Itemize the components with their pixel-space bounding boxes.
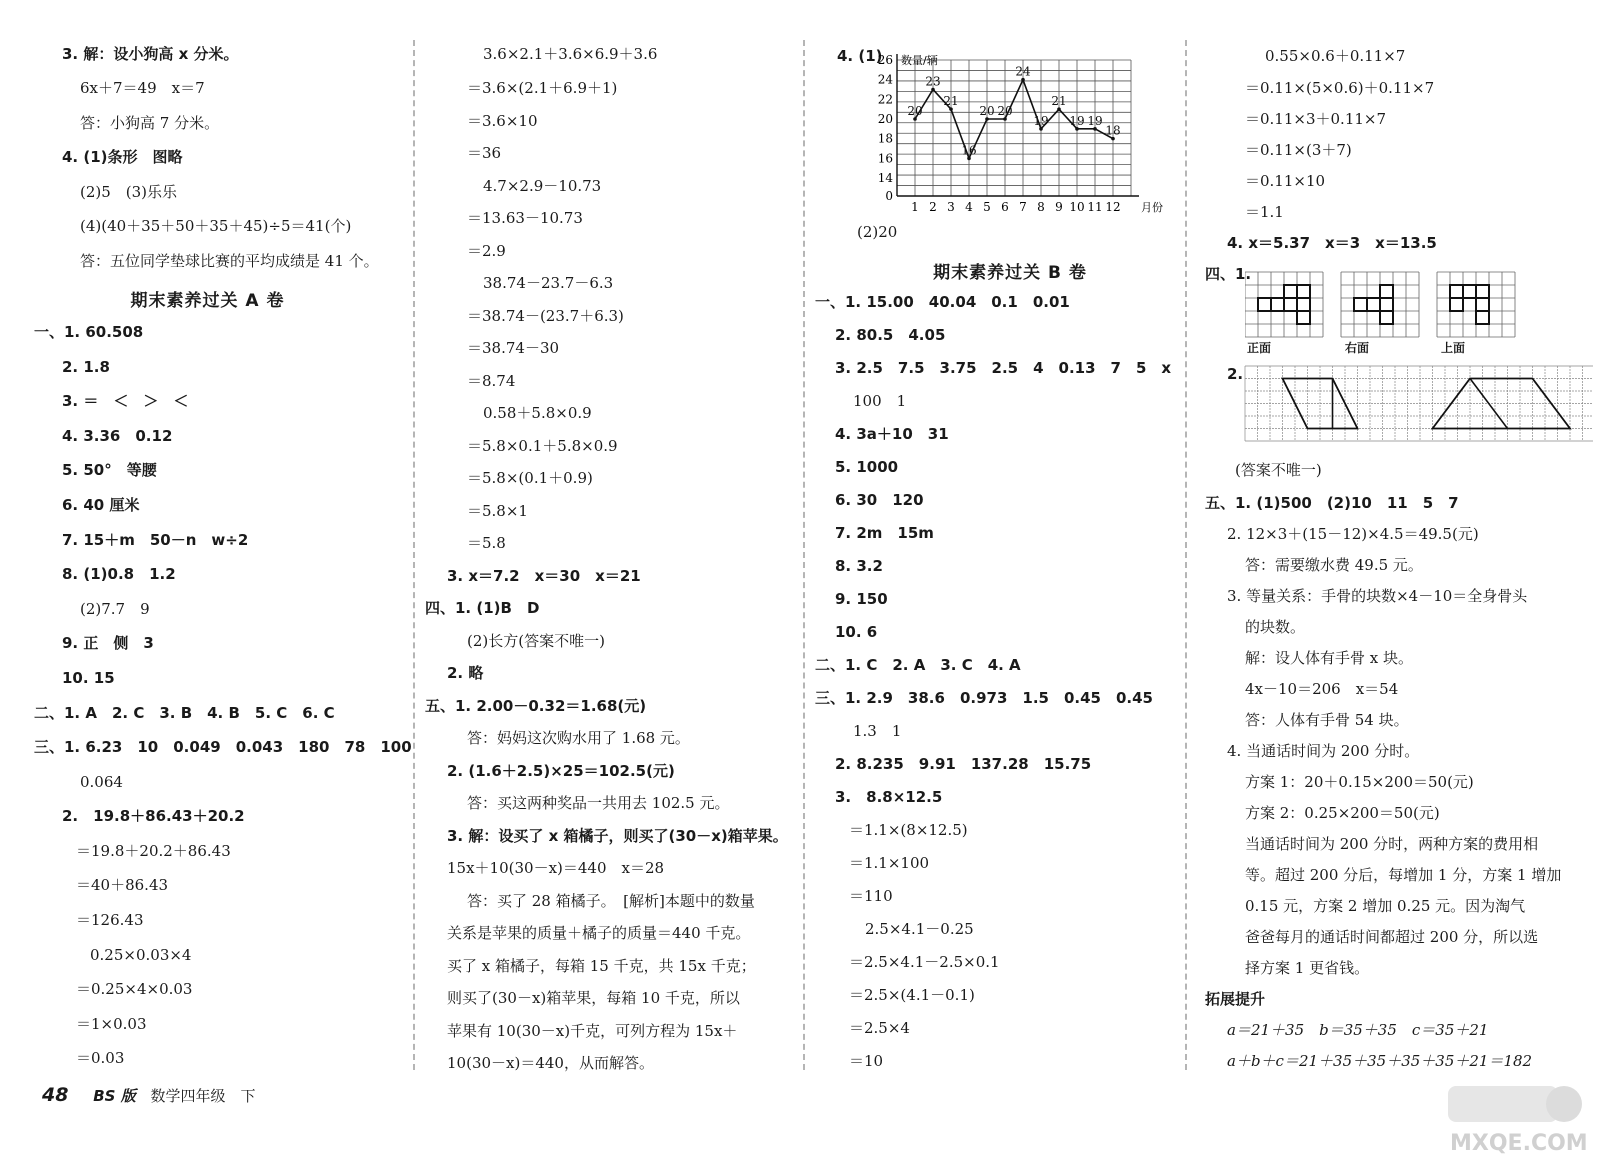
x-tick-label: 9 (1055, 200, 1063, 214)
answer-line: ＝5.8×1 (467, 502, 528, 520)
answer-line: ＝5.8×0.1＋5.8×0.9 (467, 437, 618, 455)
answer-line: 3. ＝ ＜ ＞ ＜ (62, 392, 189, 410)
watermark-logo (1440, 1080, 1590, 1160)
answer-line: ＝0.11×(5×0.6)＋0.11×7 (1245, 79, 1435, 97)
y-tick-label: 24 (877, 72, 893, 87)
column-divider (803, 40, 805, 1070)
answer-line: 等。超过 200 分后，每增加 1 分，方案 1 增加 (1245, 866, 1562, 884)
answer-line: 0.55×0.6＋0.11×7 (1265, 47, 1406, 65)
answer-line: 四、1. (1)B D (425, 599, 540, 617)
answer-line: ＝1×0.03 (76, 1015, 147, 1033)
answer-line: 一、1. 60.508 (34, 323, 144, 341)
answer-line: ＝10 (849, 1052, 884, 1070)
answer-line: ＝40＋86.43 (76, 876, 169, 894)
answer-line: 2. 12×3＋(15－12)×4.5＝49.5(元) (1227, 525, 1479, 543)
answer-line: (2)长方(答案不唯一) (467, 632, 605, 650)
answer-line: ＝0.11×(3＋7) (1245, 141, 1352, 159)
x-tick-label: 6 (1001, 200, 1009, 214)
answer-line: 7. 2m 15m (835, 524, 934, 542)
data-label: 19 (1069, 113, 1085, 128)
answer-line: 9. 150 (835, 590, 888, 608)
answer-line: ＝5.8 (467, 534, 506, 552)
view-caption-front: 正面 (1247, 341, 1272, 355)
edition-label: BS 版 (93, 1087, 136, 1105)
view-cell (1367, 298, 1380, 311)
column-divider (1185, 40, 1187, 1070)
answer-line: ＝13.63－10.73 (467, 209, 583, 227)
answer-line: 0.15 元，方案 2 增加 0.25 元。因为淘气 (1245, 897, 1526, 915)
answer-line: 苹果有 10(30－x)千克，可列方程为 15x＋ (447, 1022, 738, 1040)
answer-line: 的块数。 (1245, 618, 1306, 636)
answer-line: 方案 1：20＋0.15×200＝50(元) (1245, 773, 1474, 791)
answer-line: 关系是苹果的质量＋橘子的质量＝440 千克。 (447, 924, 751, 942)
answer-line: 10. 15 (62, 669, 115, 687)
y-tick-label: 20 (877, 112, 893, 126)
answer-line: 答：妈妈这次购水用了 1.68 元。 (467, 729, 690, 747)
answer-line: 4. (1)条形 图略 (62, 148, 183, 166)
data-label: 23 (925, 74, 941, 89)
answer-line: 择方案 1 更省钱。 (1245, 959, 1370, 977)
data-label: 19 (1087, 113, 1103, 128)
top-view (1437, 272, 1515, 337)
x-tick-label: 7 (1019, 200, 1027, 214)
answer-line: 3. 8.8×12.5 (835, 788, 943, 806)
answer-line: ＝38.74－(23.7＋6.3) (467, 307, 624, 325)
data-label: 20 (907, 104, 923, 118)
subject-label: 数学四年级 下 (150, 1087, 256, 1105)
answer-line: ＝2.5×4.1－2.5×0.1 (849, 953, 1000, 971)
answer-line: 五、1. (1)500 (2)10 11 5 7 (1205, 494, 1459, 512)
data-label: 20 (997, 104, 1013, 118)
answer-line: 爸爸每月的通话时间都超过 200 分，所以选 (1245, 928, 1539, 946)
view-cell (1450, 298, 1463, 311)
answer-line: ＝5.8×(0.1＋0.9) (467, 469, 593, 487)
view-cell (1380, 311, 1393, 324)
answer-line: (2)20 (857, 223, 898, 241)
x-tick-label: 3 (947, 200, 955, 214)
answer-line: 答：人体有手骨 54 块。 (1245, 711, 1409, 729)
answer-line: (2)5 (3)乐乐 (80, 183, 178, 201)
answer-line: a＋b＋c＝21＋35＋35＋35＋35＋21＝182 (1227, 1052, 1533, 1070)
section-title: 期末素养过关 A 卷 (130, 291, 285, 311)
column-divider (413, 40, 415, 1070)
answer-line: 4. 3.36 0.12 (62, 427, 173, 445)
answer-line: 10. 6 (835, 623, 878, 641)
answer-line: 0.064 (80, 773, 123, 791)
answer-line: 5. 50° 等腰 (62, 461, 157, 479)
answer-line: 3.6×2.1＋3.6×6.9＋3.6 (483, 45, 658, 63)
answer-line: ＝2.5×4 (849, 1019, 910, 1037)
answer-line: ＝0.11×10 (1245, 172, 1326, 190)
answer-line: 答：五位同学垫球比赛的平均成绩是 41 个。 (80, 252, 379, 270)
answer-line: 2. 略 (447, 664, 484, 682)
answer-line: 买了 x 箱橘子，每箱 15 千克，共 15x 千克； (447, 957, 756, 975)
view-cell (1380, 298, 1393, 311)
answer-line: ＝36 (467, 144, 502, 162)
view-cell (1297, 285, 1310, 298)
answer-line: 5. 1000 (835, 458, 899, 476)
data-label: 21 (943, 94, 959, 109)
answer-line: 方案 2：0.25×200＝50(元) (1245, 804, 1440, 822)
view-cell (1284, 298, 1297, 311)
y-tick-label: 14 (877, 171, 893, 185)
answer-line: ＝2.9 (467, 242, 506, 260)
answer-line: 4.7×2.9－10.73 (483, 177, 602, 195)
answer-line: 2. 1.8 (62, 358, 110, 376)
view-cell (1297, 298, 1310, 311)
y-tick-label: 26 (877, 53, 893, 67)
answer-line: 2. 8.235 9.91 137.28 15.75 (835, 755, 1092, 773)
answer-line: a＝21＋35 b＝35＋35 c＝35＋21 (1227, 1021, 1489, 1039)
answer-line: 4x－10＝206 x＝54 (1245, 680, 1399, 698)
view-cell (1476, 298, 1489, 311)
answer-line: 38.74－23.7－6.3 (483, 274, 614, 292)
answer-line: 3. 解：设小狗高 x 分米。 (62, 45, 239, 63)
answer-line: 2. 80.5 4.05 (835, 326, 946, 344)
answer-line: 解：设人体有手骨 x 块。 (1245, 649, 1413, 667)
data-label: 16 (961, 143, 977, 158)
answer-line: ＝0.03 (76, 1049, 125, 1067)
x-tick-label: 10 (1069, 200, 1085, 214)
x-tick-label: 5 (983, 200, 991, 214)
parallelogram-grid-figure (1243, 364, 1593, 448)
answer-line: 3. 2.5 7.5 3.75 2.5 4 0.13 7 5 x (835, 359, 1172, 377)
answer-line: 8. (1)0.8 1.2 (62, 565, 176, 583)
answer-line: 4. 3a＋10 31 (835, 425, 949, 443)
answer-line: 0.58＋5.8×0.9 (483, 404, 592, 422)
x-tick-label: 2 (929, 200, 937, 214)
answer-line: 6x＋7＝49 x＝7 (80, 79, 205, 97)
x-tick-label: 12 (1105, 200, 1121, 214)
question-label: 4. (1) (837, 47, 883, 65)
answer-line: 三、1. 2.9 38.6 0.973 1.5 0.45 0.45 (815, 689, 1153, 707)
answer-line: 2. (1.6＋2.5)×25＝102.5(元) (447, 762, 675, 780)
view-cell (1450, 285, 1463, 298)
answer-line: (答案不唯一) (1235, 461, 1322, 479)
answer-line: (2)7.7 9 (80, 600, 150, 618)
answer-line: ＝0.25×4×0.03 (76, 980, 193, 998)
section-title: 期末素养过关 B 卷 (933, 263, 1087, 283)
x-tick-label: 1 (911, 200, 919, 214)
view-cell (1354, 298, 1367, 311)
answer-line: ＝3.6×(2.1＋6.9＋1) (467, 79, 618, 97)
answer-line: 一、1. 15.00 40.04 0.1 0.01 (815, 293, 1070, 311)
answer-line: 6. 30 120 (835, 491, 924, 509)
answer-line: 7. 15＋m 50－n w÷2 (62, 531, 249, 549)
answer-line: 答：需要缴水费 49.5 元。 (1245, 556, 1423, 574)
right-view (1341, 272, 1419, 337)
question-label: 2. (1227, 365, 1244, 383)
answer-line: 当通话时间为 200 分时，两种方案的费用相 (1245, 835, 1539, 853)
answer-line: 3. x＝7.2 x＝30 x＝21 (447, 567, 641, 585)
answer-line: 4. 当通话时间为 200 分时。 (1227, 742, 1420, 760)
answer-line: 答：买了 28 箱橘子。 [解析]本题中的数量 (467, 892, 755, 910)
answer-line: 3. 解：设买了 x 箱橘子，则买了(30－x)箱苹果。 (447, 827, 788, 845)
line-chart (865, 46, 1185, 216)
answer-line: ＝2.5×(4.1－0.1) (849, 986, 975, 1004)
answer-line: 0.25×0.03×4 (90, 946, 192, 964)
answer-line: 9. 正 侧 3 (62, 634, 154, 652)
data-label: 19 (1033, 113, 1049, 128)
y-tick-label: 22 (877, 92, 893, 107)
x-tick-label: 4 (965, 200, 973, 214)
view-caption-top: 上面 (1441, 341, 1466, 355)
front-view (1245, 272, 1323, 337)
answer-line: ＝8.74 (467, 372, 516, 390)
view-cell (1476, 311, 1489, 324)
answer-line: 2. 19.8＋86.43＋20.2 (62, 807, 245, 825)
answer-line: ＝3.6×10 (467, 112, 538, 130)
view-cell (1463, 285, 1476, 298)
x-tick-label: 8 (1037, 200, 1045, 214)
answer-line: (4)(40＋35＋50＋35＋45)÷5＝41(个) (80, 217, 352, 235)
view-cell (1284, 285, 1297, 298)
answer-line: ＝126.43 (76, 911, 144, 929)
answer-line: ＝19.8＋20.2＋86.43 (76, 842, 231, 860)
answer-line: 答：买这两种奖品一共用去 102.5 元。 (467, 794, 730, 812)
answer-line: 二、1. C 2. A 3. C 4. A (815, 656, 1021, 674)
page-footer (42, 1084, 256, 1106)
watermark-text: MXQE.COM (1450, 1131, 1588, 1156)
answer-line: 3. 等量关系：手骨的块数×4－10＝全身骨头 (1227, 587, 1528, 605)
answer-line: ＝110 (849, 887, 893, 905)
page-number: 48 (42, 1084, 69, 1106)
x-tick-label: 11 (1087, 200, 1103, 214)
y-tick-label: 16 (877, 151, 893, 166)
answer-line: 二、1. A 2. C 3. B 4. B 5. C 6. C (34, 704, 335, 722)
answer-line: 8. 3.2 (835, 557, 883, 575)
view-cell (1380, 285, 1393, 298)
answer-line: 100 1 (853, 392, 907, 410)
view-cell (1297, 311, 1310, 324)
question-label: 四、1. (1205, 265, 1252, 283)
answer-line: ＝1.1×100 (849, 854, 930, 872)
view-cell (1476, 285, 1489, 298)
answer-line: 6. 40 厘米 (62, 496, 140, 514)
y-axis-title: 数量/辆 (901, 54, 938, 67)
section-subtitle: 拓展提升 (1205, 990, 1266, 1008)
answer-line: 2.5×4.1－0.25 (865, 920, 974, 938)
answer-line: ＝0.11×3＋0.11×7 (1245, 110, 1387, 128)
answer-line: 10(30－x)＝440，从而解答。 (447, 1054, 654, 1072)
view-cell (1271, 298, 1284, 311)
answer-line: ＝1.1×(8×12.5) (849, 821, 968, 839)
answer-line: 1.3 1 (853, 722, 902, 740)
data-label: 24 (1015, 64, 1031, 79)
three-views-figure (1245, 268, 1545, 358)
answer-line: 15x＋10(30－x)＝440 x＝28 (447, 859, 665, 877)
data-label: 20 (979, 104, 995, 118)
answer-line: 则买了(30－x)箱苹果，每箱 10 千克，所以 (447, 989, 740, 1007)
answer-line: ＝38.74－30 (467, 339, 560, 357)
answer-line: 答：小狗高 7 分米。 (80, 114, 220, 132)
x-axis-title: 月份 (1141, 201, 1163, 214)
data-label: 21 (1051, 94, 1067, 109)
view-caption-right: 右面 (1345, 341, 1370, 355)
y-tick-label: 0 (885, 189, 893, 203)
answer-line: ＝1.1 (1245, 203, 1284, 221)
answer-line: 三、1. 6.23 10 0.049 0.043 180 78 100 (34, 738, 412, 756)
y-tick-label: 18 (877, 131, 893, 146)
answer-line: 五、1. 2.00－0.32＝1.68(元) (425, 697, 647, 715)
view-cell (1258, 298, 1271, 311)
answer-line: 4. x＝5.37 x＝3 x＝13.5 (1227, 234, 1437, 252)
data-label: 18 (1105, 123, 1121, 138)
